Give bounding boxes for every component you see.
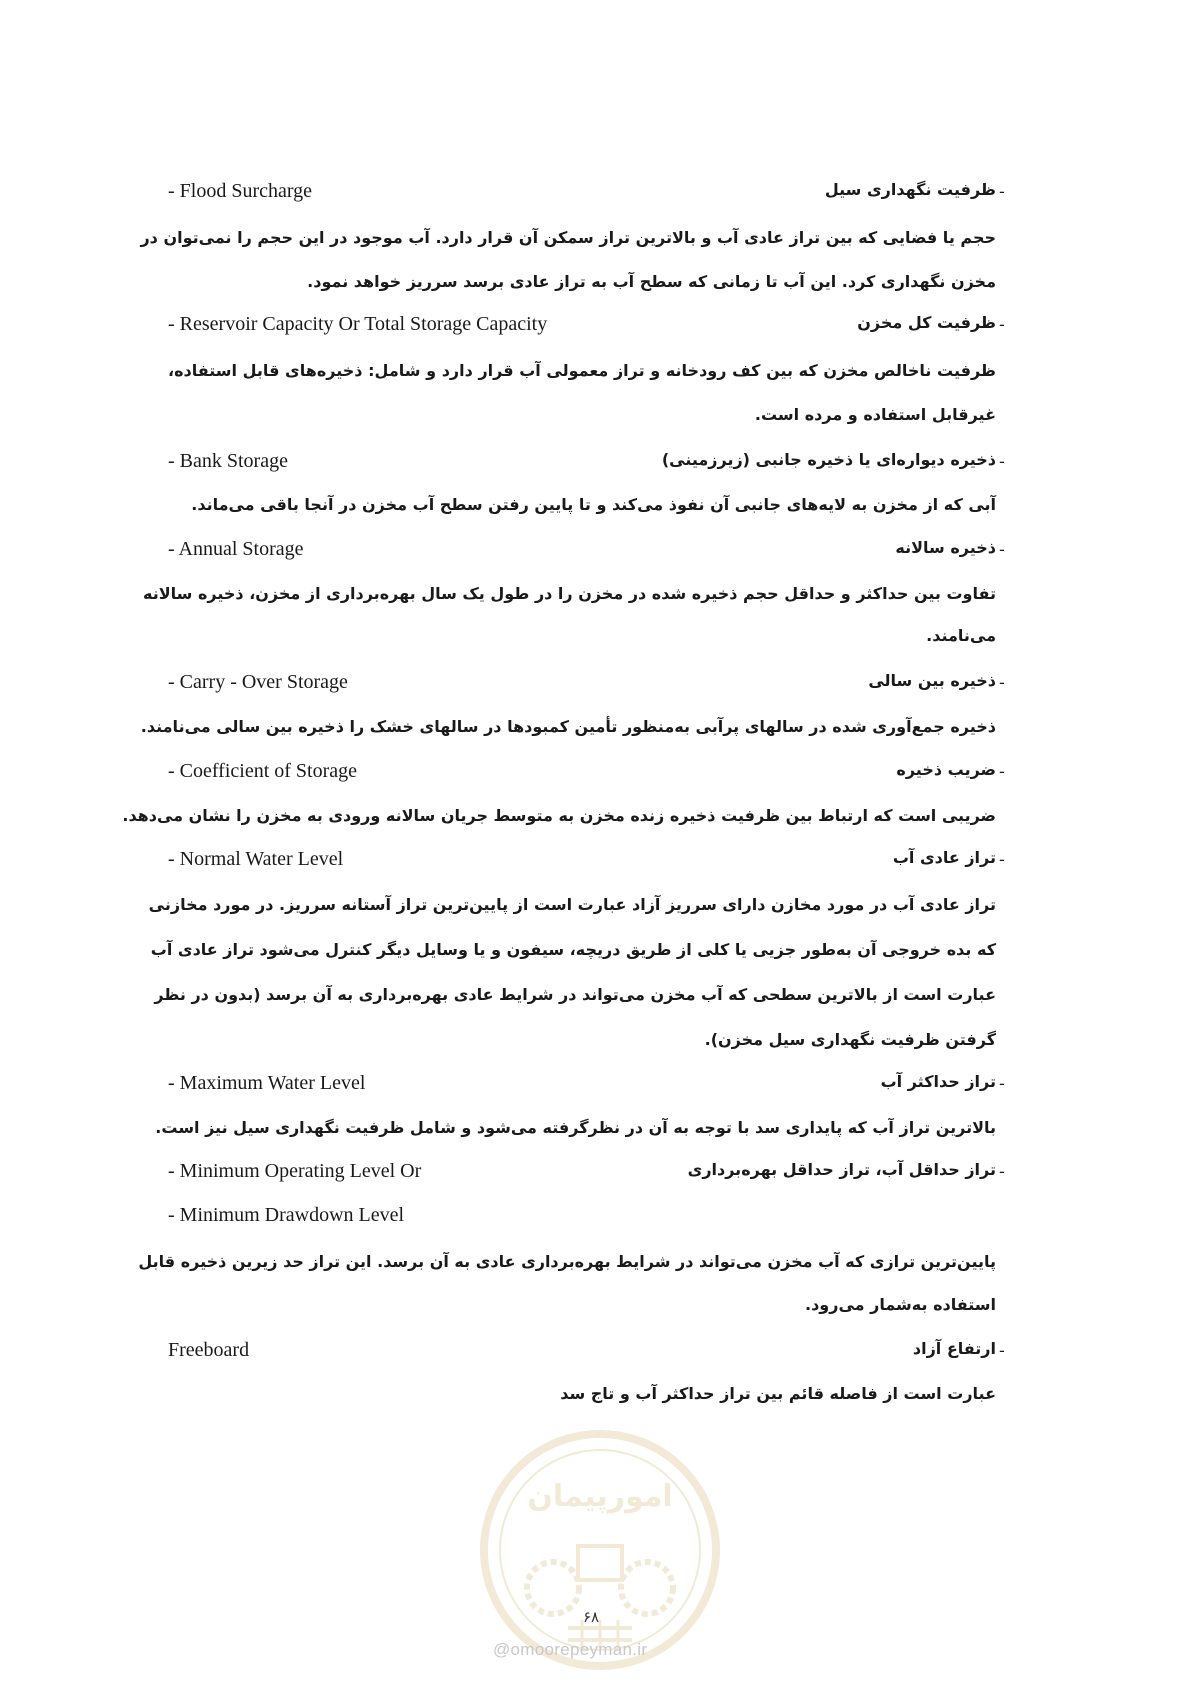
- watermark-site-url: @omoorepeyman.ir: [493, 1640, 648, 1659]
- term-persian-flood-surcharge: ظرفیت نگهداری سیل: [824, 180, 996, 199]
- term-english-bank-storage: - Bank Storage: [168, 450, 288, 472]
- term-english-reservoir-capacity: - Reservoir Capacity Or Total Storage Capacity: [168, 313, 548, 335]
- term-persian-coefficient-of-storage: ضریب ذخیره: [896, 760, 996, 779]
- term-persian-maximum-water-level: تراز حداکثر آب: [880, 1072, 996, 1091]
- list-dash: -: [999, 762, 1005, 781]
- definition-line: که بده خروجی آن به‌طور جزیی یا کلی از طریق دریچه، سیفون و یا وسایل دیگر کنترل می‌شود تراز عادی آب: [150, 940, 996, 959]
- definition-line: تفاوت بین حداکثر و حداقل حجم ذخیره شده در مخزن را در طول یک سال بهره‌برداری از مخزن، ذخیره سالانه: [143, 584, 996, 603]
- definition-line: مخزن نگهداری کرد. این آب تا زمانی که سطح آب به تراز عادی برسد سرریز خواهد نمود.: [307, 272, 996, 291]
- term-persian-annual-storage: ذخیره سالانه: [895, 538, 996, 557]
- term-english-carry-over-storage: - Carry - Over Storage: [168, 671, 348, 693]
- term-english-minimum-operating-level: - Minimum Operating Level Or: [168, 1160, 422, 1182]
- term-persian-minimum-operating-level: تراز حداقل آب، تراز حداقل بهره‌برداری: [687, 1160, 996, 1179]
- page-number: ۶۸: [583, 1608, 600, 1626]
- definition-line: بالاترین تراز آب که پایداری سد با توجه به آن در نظرگرفته می‌شود و شامل ظرفیت نگهداری سیل نیز است.: [155, 1118, 996, 1137]
- term-english-flood-surcharge: - Flood Surcharge: [168, 180, 313, 202]
- definition-line: عبارت است از فاصله قائم بین تراز حداکثر آب و تاج سد: [560, 1384, 996, 1403]
- term-english-minimum-drawdown-level: - Minimum Drawdown Level: [168, 1204, 405, 1226]
- watermark-logo-text: امورپیمان: [527, 1479, 673, 1514]
- definition-line: عبارت است از بالاترین سطحی که آب مخزن می‌تواند در شرایط عادی بهره‌برداری به آن برسد (بدون در نظر: [154, 985, 996, 1004]
- definition-line: ضریبی است که ارتباط بین ظرفیت ذخیره زنده مخزن به متوسط جریان سالانه ورودی به مخزن را نشان می‌دهد.: [122, 806, 996, 825]
- definition-line: حجم یا فضایی که بین تراز عادی آب و بالاترین تراز سمکن آن قرار دارد. آب موجود در این حجم را نمی‌توان در: [140, 228, 996, 247]
- term-persian-reservoir-capacity: ظرفیت کل مخزن: [857, 313, 996, 332]
- definition-line: آبی که از مخزن به لایه‌های جانبی آن نفوذ می‌کند و تا پایین رفتن سطح آب مخزن در آنجا باقی می‌ماند.: [191, 495, 996, 514]
- definition-line: گرفتن ظرفیت نگهداری سیل مخزن).: [704, 1030, 996, 1049]
- list-dash: -: [999, 1341, 1005, 1360]
- definition-line: پایین‌ترین ترازی که آب مخزن می‌تواند در شرایط بهره‌برداری عادی به آن برسد. این تراز حد زیرین ذخیره قابل: [138, 1252, 996, 1271]
- list-dash: -: [999, 452, 1005, 471]
- term-english-normal-water-level: - Normal Water Level: [168, 848, 344, 870]
- definition-line: تراز عادی آب در مورد مخازن دارای سرریز آزاد عبارت است از پایین‌ترین تراز آستانه سرریز. در مورد مخازنی: [148, 895, 996, 914]
- list-dash: -: [999, 1162, 1005, 1181]
- definition-line: غیرقابل استفاده و مرده است.: [754, 405, 996, 424]
- term-persian-carry-over-storage: ذخیره بین سالی: [868, 671, 996, 690]
- list-dash: -: [999, 540, 1005, 559]
- term-english-annual-storage: - Annual Storage: [168, 538, 304, 560]
- definition-line: ذخیره جمع‌آوری شده در سالهای پرآبی به‌منظور تأمین کمبودها در سالهای خشک را ذخیره بین سالی می‌نامند.: [140, 717, 996, 736]
- term-persian-freeboard: ارتفاع آزاد: [912, 1339, 996, 1358]
- list-dash: -: [999, 1074, 1005, 1093]
- term-persian-normal-water-level: تراز عادی آب: [892, 848, 996, 867]
- term-english-freeboard: Freeboard: [168, 1339, 250, 1361]
- term-persian-bank-storage: ذخیره دیواره‌ای یا ذخیره جانبی (زیرزمینی): [661, 450, 996, 469]
- watermark-seal-logo: [478, 1428, 722, 1672]
- list-dash: -: [999, 182, 1005, 201]
- definition-line: می‌نامند.: [926, 626, 996, 645]
- list-dash: -: [999, 673, 1005, 692]
- list-dash: -: [999, 850, 1005, 869]
- term-english-maximum-water-level: - Maximum Water Level: [168, 1072, 366, 1094]
- definition-line: ظرفیت ناخالص مخزن که بین کف رودخانه و تراز معمولی آب قرار دارد و شامل: ذخیره‌های قابل استفاده،: [168, 361, 996, 380]
- definition-line: استفاده به‌شمار می‌رود.: [805, 1295, 996, 1314]
- list-dash: -: [999, 315, 1005, 334]
- term-english-coefficient-of-storage: - Coefficient of Storage: [168, 760, 358, 782]
